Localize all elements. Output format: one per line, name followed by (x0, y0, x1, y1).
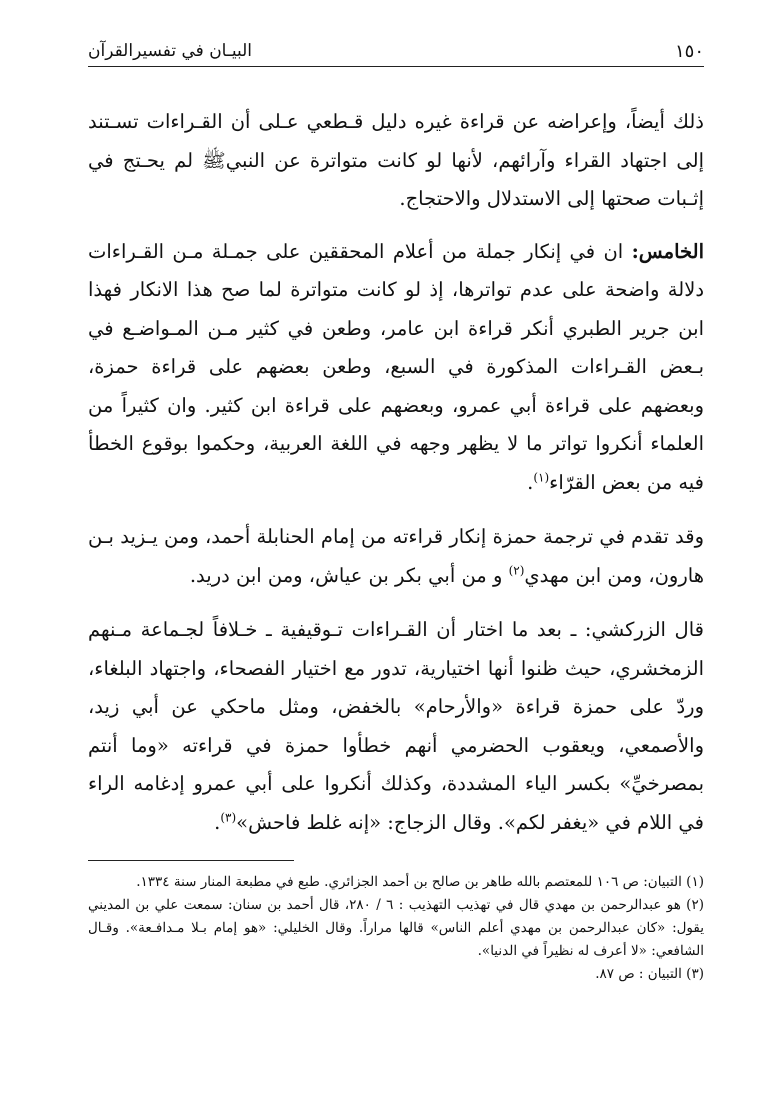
paragraph-text: ذلك أيضاً، وإعراضه عن قراءة غيره دليل قـطعي عـلى أن القـراءات تسـتند إلى اجتهاد القراء وآرائهم، لأنها لو كانت متواترة عن النبيﷺ لم يحـتج في إثـبات صحتها إلى الاستدلال والاحتجاج. (88, 110, 704, 210)
footnote: (٣) التبيان : ص ٨٧. (595, 966, 704, 982)
main-text (88, 103, 704, 842)
footnote-separator (88, 860, 294, 861)
paragraph-tail: . (214, 810, 221, 834)
paragraph (88, 233, 704, 503)
paragraph-tail: . (527, 470, 534, 494)
footnote-marker: (٢) (508, 563, 525, 577)
paragraph-tail: و من أبي بكر بن عياش، ومن ابن دريد. (189, 563, 509, 587)
paragraph-text: ان في إنكار جملة من أعلام المحققين على جمـلة مـن القـراءات دلالة واضحة على عدم تواترها، إذ لو كانت متواترة لما صح هذا الانكار فهذا ابن جرير الطبري أنكر قراءة ابن عامر، وطعن في كثير مـن المـواضـع في بـعض القـراءات المذكورة في السبع، وطعن بعضهم على قراءة حمزة، وبعضهم على قراءة أبي عمرو، وبعضهم على قراءة ابن كثير. وان كثيراً من العلماء أنكروا تواتر ما لا يظهر وجهه في اللغة العربية، وحكموا بوقوع الخطأ فيه من بعض القرّاء (88, 239, 704, 494)
paragraph-text: قال الزركشي: ـ بعد ما اختار أن القـراءات تـوقيفية ـ خـلافاً لجـماعة مـنهم الزمخشري، حيث ظنوا أنها اختيارية، تدور مع اختيار الفصحاء، واجتهاد البلغاء، وردّ على حمزة قراءة «والأرحام» بالخفض، ومثل ماحكي عن أبي زيد، والأصمعي، ويعقوب الحضرمي أنهم خطأوا حمزة في قراءته «وما أنتم بمصرخيِّ» بكسر الياء المشددة، وكذلك أنكروا على أبي عمرو إدغامه الراء في اللام في «يغفر لكم». وقال الزجاج: «إنه غلط فاحش» (88, 618, 704, 834)
running-title: البيـان في تفسيرالقرآن (88, 41, 253, 61)
paragraph (88, 611, 704, 842)
paragraph (88, 103, 704, 219)
footnote: (١) التبيان: ص ١٠٦ للمعتصم بالله طاهر بن صالح بن أحمد الجزائري. طبع في مطبعة المنار سنة ١٣٣٤. (136, 874, 704, 890)
footnotes (88, 871, 704, 986)
page-number: ١٥٠ (674, 41, 704, 62)
footnote: (٢) هو عبدالرحمن بن مهدي قال في تهذيب التهذيب : ٦ / ٢٨٠، قال أحمد بن سنان: سمعت علي بن المديني يقول: «كان عبدالرحمن بن مهدي أعلم الناس» قالها مراراً. وقال الخليلي: «هو إمام بـلا مـدافـعة». وقـال الشافعي: «لا أعرف له نظيراً في الدنيا». (88, 897, 705, 959)
section-label: الخامس: (631, 239, 704, 263)
paragraph-text: وقد تقدم في ترجمة حمزة إنكار قراءته من إمام الحنابلة أحمد، ومن يـزيد بـن هارون، ومن ابن مهدي (88, 525, 704, 587)
page-header (88, 36, 704, 67)
footnote-marker: (١) (533, 470, 550, 484)
footnote-marker: (٣) (220, 810, 237, 824)
paragraph (88, 518, 704, 595)
book-page (88, 36, 704, 1086)
